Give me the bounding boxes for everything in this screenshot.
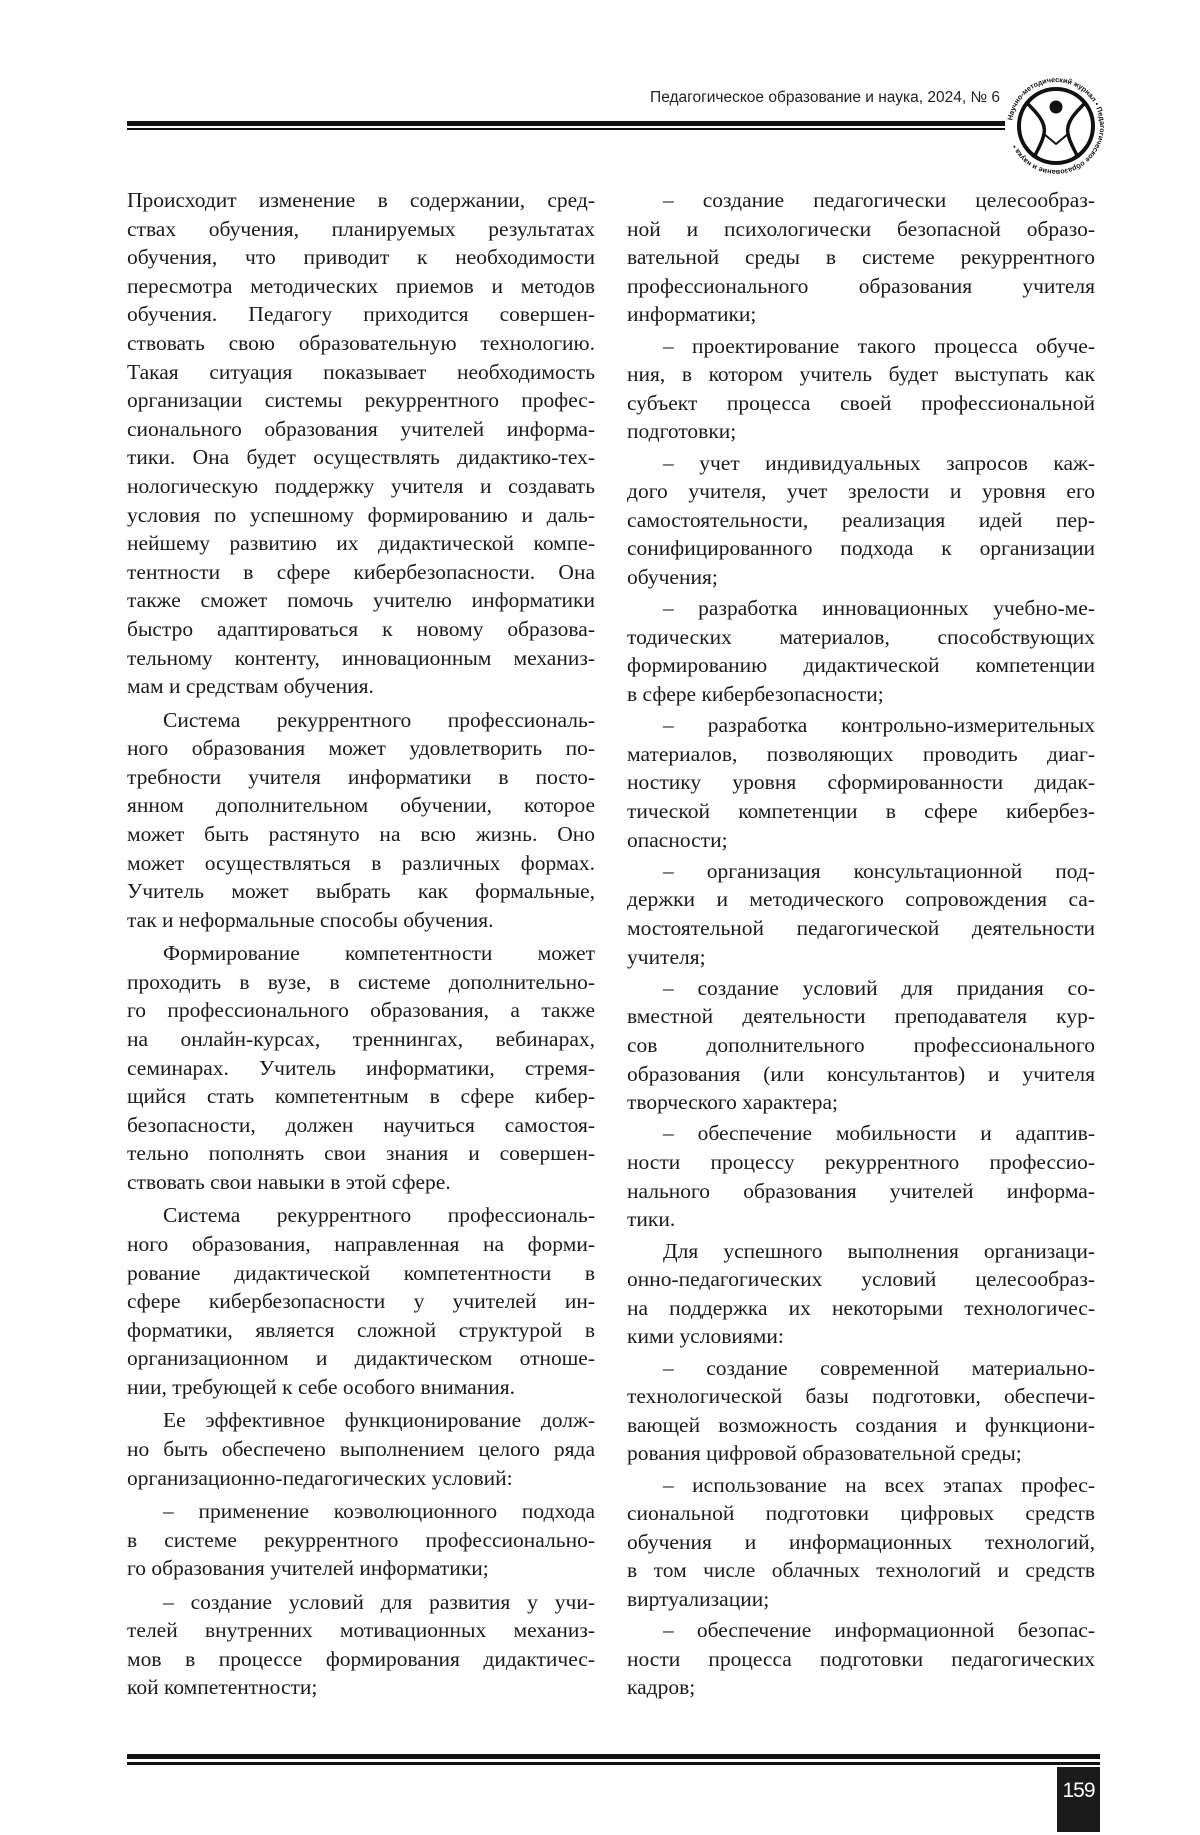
text-line: вающей возможность создания и функциони- [627, 1411, 1095, 1440]
text-line: субъект процесса своей профессиональной [627, 389, 1095, 418]
text-line: – разработка контрольно-измерительных [627, 711, 1095, 740]
text-line: Такая ситуация показывает необходимость [127, 358, 595, 387]
text-line: ствовать свою образовательную технологию. [127, 329, 595, 358]
text-line: – обеспечение информационной безопас- [627, 1616, 1095, 1645]
text-line: ствовать свои навыки в этой сфере. [127, 1168, 595, 1197]
journal-logo [1006, 74, 1106, 178]
text-line: ности процессу рекуррентного профессио- [627, 1148, 1095, 1177]
paragraph [627, 186, 1095, 329]
text-line: сиональной подготовки цифровых средств [627, 1499, 1095, 1528]
text-line: также сможет помочь учителю информатики [127, 586, 595, 615]
paragraph [627, 711, 1095, 854]
text-line: телей внутренних мотивационных механиз- [127, 1616, 595, 1645]
text-line: – разработка инновационных учебно-ме- [627, 594, 1095, 623]
paragraph [127, 1201, 595, 1401]
footer-rule-thin [127, 1762, 1100, 1765]
text-line: тодических материалов, способствующих [627, 623, 1095, 652]
text-line: – проектирование такого процесса обуче- [627, 332, 1095, 361]
left-column [127, 186, 595, 1702]
text-line: мов в процессе формирования дидактичес- [127, 1645, 595, 1674]
text-line: вательной среды в системе рекуррентного [627, 243, 1095, 272]
text-line: сионального образования учителей информа- [127, 415, 595, 444]
footer-rule-thick [127, 1754, 1100, 1759]
text-line: Учитель может выбрать как формальные, [127, 877, 595, 906]
paragraph [627, 1616, 1095, 1702]
text-line: – использование на всех этапах профес- [627, 1471, 1095, 1500]
text-line: в том числе облачных технологий и средств [627, 1556, 1095, 1585]
text-line: может осуществляться в различных формах. [127, 849, 595, 878]
text-line: го образования учителей информатики; [127, 1554, 595, 1583]
text-line: Ее эффективное функционирование долж- [127, 1406, 595, 1435]
paragraph [127, 1406, 595, 1492]
text-line: в системе рекуррентного профессионально- [127, 1526, 595, 1555]
text-line: рование дидактической компетентности в [127, 1259, 595, 1288]
text-line: – создание условий для развития у учи- [127, 1588, 595, 1617]
text-line: обучения, что приводит к необходимости [127, 243, 595, 272]
text-line: рования цифровой образовательной среды; [627, 1439, 1095, 1468]
text-line: но быть обеспечено выполнением целого ряда [127, 1435, 595, 1464]
header-rule-thick [127, 121, 1005, 126]
text-line: держки и методического сопровождения са- [627, 885, 1095, 914]
text-line: технологической базы подготовки, обеспечи- [627, 1382, 1095, 1411]
text-line: Происходит изменение в содержании, сред- [127, 186, 595, 215]
text-line: профессионального образования учителя [627, 272, 1095, 301]
text-line: тики. Она будет осуществлять дидактико-тех- [127, 443, 595, 472]
journal-title: Педагогическое образование и наука, 2024, № 6 [650, 89, 1000, 107]
header-rule-thin [127, 128, 1005, 130]
text-line: кадров; [627, 1673, 1095, 1702]
text-line: – создание педагогически целесообраз- [627, 186, 1095, 215]
paragraph [627, 594, 1095, 708]
text-line: форматики, является сложной структурой в [127, 1316, 595, 1345]
text-line: самостоятельности, реализация идей пер- [627, 506, 1095, 535]
text-line: семинарах. Учитель информатики, стремя- [127, 1054, 595, 1083]
text-line: – обеспечение мобильности и адаптив- [627, 1119, 1095, 1148]
text-line: обучения. Педагогу приходится совершен- [127, 300, 595, 329]
text-line: сонифицированного подхода к организации [627, 534, 1095, 563]
text-line: – учет индивидуальных запросов каж- [627, 449, 1095, 478]
text-line: информатики; [627, 300, 1095, 329]
text-line: ного образования, направленная на форми- [127, 1230, 595, 1259]
text-line: сов дополнительного профессионального [627, 1031, 1095, 1060]
text-line: Система рекуррентного профессиональ- [127, 706, 595, 735]
text-line: на онлайн-курсах, треннингах, вебинарах, [127, 1025, 595, 1054]
text-line: так и неформальные способы обучения. [127, 906, 595, 935]
text-line: кими условиями: [627, 1322, 1095, 1351]
paragraph [627, 974, 1095, 1117]
text-line: опасности; [627, 826, 1095, 855]
text-line: на поддержка их некоторыми технологичес- [627, 1294, 1095, 1323]
paragraph [627, 1237, 1095, 1351]
text-line: онно-педагогических условий целесообраз- [627, 1265, 1095, 1294]
logo-ring-text: Научно-методический журнал • Педгическое образование и наука • [1006, 75, 1106, 177]
text-line: организационно-педагогических условий: [127, 1464, 595, 1493]
text-line: сфере кибербезопасности у учителей ин- [127, 1287, 595, 1316]
paragraph [627, 857, 1095, 971]
text-line: тельно пополнять свои знания и совершен- [127, 1139, 595, 1168]
text-line: ствах обучения, планируемых результатах [127, 215, 595, 244]
paragraph [127, 1497, 595, 1583]
text-line: условия по успешному формированию и даль- [127, 501, 595, 530]
text-line: виртуализации; [627, 1585, 1095, 1614]
text-line: го профессионального образования, а также [127, 996, 595, 1025]
text-line: ния, в котором учитель будет выступать как [627, 360, 1095, 389]
text-line: обучения; [627, 563, 1095, 592]
text-line: янном дополнительном обучении, которое [127, 791, 595, 820]
text-line: Формирование компетентности может [127, 939, 595, 968]
paragraph [127, 706, 595, 935]
text-line: быстро адаптироваться к новому образова- [127, 615, 595, 644]
text-line: проходить в вузе, в системе дополнительно- [127, 968, 595, 997]
page-number: 159 [1057, 1767, 1100, 1832]
text-line: тической компетенции в сфере кибербез- [627, 797, 1095, 826]
text-line: тики. [627, 1205, 1095, 1234]
text-line: вместной деятельности преподавателя кур- [627, 1002, 1095, 1031]
text-line: нального образования учителей информа- [627, 1177, 1095, 1206]
text-line: ного образования может удовлетворить по- [127, 734, 595, 763]
text-line: ной и психологически безопасной образо- [627, 215, 1095, 244]
text-line: – применение коэволюционного подхода [127, 1497, 595, 1526]
text-line: обучения и информационных технологий, [627, 1528, 1095, 1557]
text-line: Для успешного выполнения организаци- [627, 1237, 1095, 1266]
text-line: ности процесса подготовки педагогических [627, 1645, 1095, 1674]
text-line: мостоятельной педагогической деятельности [627, 914, 1095, 943]
text-line: формированию дидактической компетенции [627, 651, 1095, 680]
text-line: учителя; [627, 943, 1095, 972]
text-line: щийся стать компетентным в сфере кибер- [127, 1082, 595, 1111]
text-line: – организация консультационной под- [627, 857, 1095, 886]
text-line: нии, требующей к себе особого внимания. [127, 1373, 595, 1402]
text-line: безопасности, должен научиться самостоя- [127, 1111, 595, 1140]
text-line: организации системы рекуррентного профес- [127, 386, 595, 415]
text-line: нейшему развитию их дидактической компе- [127, 529, 595, 558]
text-line: пересмотра методических приемов и методов [127, 272, 595, 301]
text-line: мам и средствам обучения. [127, 672, 595, 701]
text-line: кой компетентности; [127, 1673, 595, 1702]
paragraph [627, 449, 1095, 592]
paragraph [127, 1588, 595, 1702]
text-line: организационном и дидактическом отноше- [127, 1344, 595, 1373]
text-line: образования (или консультантов) и учителя [627, 1060, 1095, 1089]
text-line: дого учителя, учет зрелости и уровня его [627, 477, 1095, 506]
paragraph [127, 939, 595, 1196]
text-line: требности учителя информатики в посто- [127, 763, 595, 792]
right-column [627, 186, 1095, 1702]
text-line: Система рекуррентного профессиональ- [127, 1201, 595, 1230]
text-line: нологическую поддержку учителя и создавать [127, 472, 595, 501]
paragraph [627, 1354, 1095, 1468]
text-line: – создание условий для придания со- [627, 974, 1095, 1003]
paragraph [127, 186, 595, 701]
text-line: материалов, позволяющих проводить диаг- [627, 740, 1095, 769]
text-line: – создание современной материально- [627, 1354, 1095, 1383]
paragraph [627, 332, 1095, 446]
text-line: подготовки; [627, 417, 1095, 446]
paragraph [627, 1471, 1095, 1614]
text-line: может быть растянуто на всю жизнь. Оно [127, 820, 595, 849]
paragraph [627, 1119, 1095, 1233]
text-line: тентности в сфере кибербезопасности. Она [127, 558, 595, 587]
text-line: тельному контенту, инновационным механиз- [127, 644, 595, 673]
text-line: творческого характера; [627, 1088, 1095, 1117]
text-line: ностику уровня сформированности дидак- [627, 768, 1095, 797]
text-line: в сфере кибербезопасности; [627, 680, 1095, 709]
